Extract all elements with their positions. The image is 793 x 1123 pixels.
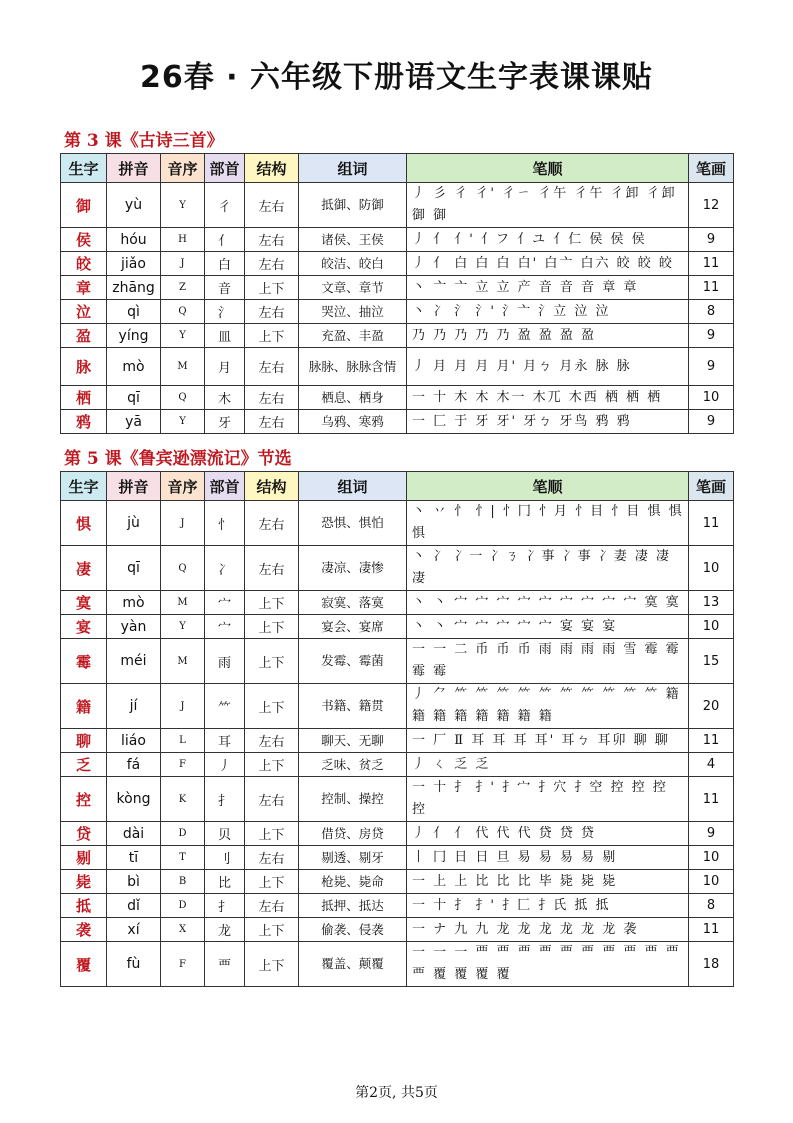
cell-radical: 彳 xyxy=(205,183,245,228)
cell-pinyin: yù xyxy=(107,183,161,228)
cell-radical: 宀 xyxy=(205,591,245,615)
cell-words: 发霉、霉菌 xyxy=(299,639,407,684)
cell-char: 籍 xyxy=(61,684,107,729)
cell-order: F xyxy=(161,753,205,777)
table-row xyxy=(61,894,734,918)
cell-radical: 比 xyxy=(205,870,245,894)
cell-count: 10 xyxy=(689,546,734,591)
cell-order: Q xyxy=(161,546,205,591)
cell-words: 抵押、抵达 xyxy=(299,894,407,918)
cell-words: 脉脉、脉脉含情 xyxy=(299,348,407,386)
cell-structure: 左右 xyxy=(245,729,299,753)
cell-char: 贷 xyxy=(61,822,107,846)
cell-radical: 丿 xyxy=(205,753,245,777)
cell-radical: 皿 xyxy=(205,324,245,348)
cell-pinyin: yàn xyxy=(107,615,161,639)
cell-count: 11 xyxy=(689,501,734,546)
cell-pinyin: fá xyxy=(107,753,161,777)
cell-pinyin: qì xyxy=(107,300,161,324)
table-row xyxy=(61,546,734,591)
cell-radical: 音 xyxy=(205,276,245,300)
cell-char: 凄 xyxy=(61,546,107,591)
cell-structure: 上下 xyxy=(245,918,299,942)
cell-pinyin: zhāng xyxy=(107,276,161,300)
cell-radical: 扌 xyxy=(205,894,245,918)
cell-char: 乏 xyxy=(61,753,107,777)
section-title-lesson5: 第 5 课《鲁宾逊漂流记》节选 xyxy=(64,449,292,469)
cell-words: 栖息、栖身 xyxy=(299,386,407,410)
cell-strokes: 丶 亠 亠 立 立 产 音 音 音 章 章 xyxy=(407,276,689,300)
cell-pinyin: qī xyxy=(107,546,161,591)
cell-order: M xyxy=(161,348,205,386)
cell-structure: 左右 xyxy=(245,252,299,276)
cell-char: 霉 xyxy=(61,639,107,684)
cell-words: 寂寞、落寞 xyxy=(299,591,407,615)
cell-count: 4 xyxy=(689,753,734,777)
header-structure: 结构 xyxy=(245,154,299,183)
cell-order: F xyxy=(161,942,205,987)
cell-count: 8 xyxy=(689,300,734,324)
cell-order: J xyxy=(161,501,205,546)
header-words: 组词 xyxy=(299,154,407,183)
cell-words: 皎洁、皎白 xyxy=(299,252,407,276)
header-radical: 部首 xyxy=(205,154,245,183)
cell-pinyin: mò xyxy=(107,348,161,386)
cell-char: 鸦 xyxy=(61,410,107,434)
cell-words: 控制、操控 xyxy=(299,777,407,822)
cell-strokes: 一 ナ 九 九 龙 龙 龙 龙 龙 龙 袭 xyxy=(407,918,689,942)
cell-count: 11 xyxy=(689,252,734,276)
cell-order: Q xyxy=(161,386,205,410)
cell-radical: 龙 xyxy=(205,918,245,942)
header-words: 组词 xyxy=(299,472,407,501)
cell-count: 18 xyxy=(689,942,734,987)
cell-pinyin: dài xyxy=(107,822,161,846)
cell-order: Y xyxy=(161,410,205,434)
table-header-row xyxy=(61,472,734,501)
cell-order: M xyxy=(161,591,205,615)
cell-char: 御 xyxy=(61,183,107,228)
cell-strokes: 丨 冂 日 日 旦 易 易 易 易 剔 xyxy=(407,846,689,870)
cell-pinyin: xí xyxy=(107,918,161,942)
character-table-lesson3 xyxy=(60,153,734,434)
cell-strokes: 丿 亻 亻 代 代 代 贷 贷 贷 xyxy=(407,822,689,846)
cell-order: J xyxy=(161,252,205,276)
cell-strokes: 一 厂 Ⅱ 耳 耳 耳 耳' 耳ㄅ 耳卯 聊 聊 xyxy=(407,729,689,753)
table-row xyxy=(61,615,734,639)
cell-pinyin: qī xyxy=(107,386,161,410)
cell-strokes: 丶 冫 冫一 冫ㄋ 冫事 冫事 冫妻 凄 凄 凄 xyxy=(407,546,689,591)
cell-structure: 上下 xyxy=(245,870,299,894)
cell-words: 乏味、贫乏 xyxy=(299,753,407,777)
cell-words: 诸侯、王侯 xyxy=(299,228,407,252)
cell-count: 11 xyxy=(689,918,734,942)
table-row xyxy=(61,348,734,386)
cell-strokes: 一 十 扌 扌' 扌匚 扌氏 抵 抵 xyxy=(407,894,689,918)
cell-strokes: 丶 冫 氵 氵' 氵亠 氵立 泣 泣 xyxy=(407,300,689,324)
table-row xyxy=(61,410,734,434)
header-count: 笔画 xyxy=(689,472,734,501)
cell-strokes: 丶 丷 忄 忄| 忄冂 忄月 忄目 忄目 惧 惧 惧 xyxy=(407,501,689,546)
header-count: 笔画 xyxy=(689,154,734,183)
cell-pinyin: jù xyxy=(107,501,161,546)
cell-order: T xyxy=(161,846,205,870)
cell-char: 脉 xyxy=(61,348,107,386)
cell-words: 书籍、籍贯 xyxy=(299,684,407,729)
cell-structure: 左右 xyxy=(245,777,299,822)
table-row xyxy=(61,386,734,410)
table-row xyxy=(61,942,734,987)
cell-words: 借贷、房贷 xyxy=(299,822,407,846)
cell-structure: 左右 xyxy=(245,183,299,228)
cell-radical: 白 xyxy=(205,252,245,276)
cell-radical: 氵 xyxy=(205,300,245,324)
table-row xyxy=(61,228,734,252)
cell-pinyin: kòng xyxy=(107,777,161,822)
header-strokes: 笔顺 xyxy=(407,472,689,501)
cell-radical: 耳 xyxy=(205,729,245,753)
cell-order: J xyxy=(161,684,205,729)
cell-order: D xyxy=(161,894,205,918)
cell-strokes: 乃 乃 乃 乃 乃 盈 盈 盈 盈 xyxy=(407,324,689,348)
cell-words: 凄凉、凄惨 xyxy=(299,546,407,591)
cell-radical: 雨 xyxy=(205,639,245,684)
cell-structure: 上下 xyxy=(245,324,299,348)
cell-structure: 左右 xyxy=(245,846,299,870)
cell-structure: 上下 xyxy=(245,942,299,987)
cell-count: 9 xyxy=(689,822,734,846)
cell-count: 11 xyxy=(689,777,734,822)
table-row xyxy=(61,300,734,324)
table-row xyxy=(61,918,734,942)
header-order: 音序 xyxy=(161,472,205,501)
cell-structure: 上下 xyxy=(245,684,299,729)
header-pinyin: 拼音 xyxy=(107,154,161,183)
cell-words: 充盈、丰盈 xyxy=(299,324,407,348)
cell-words: 枪毙、毙命 xyxy=(299,870,407,894)
cell-radical: 覀 xyxy=(205,942,245,987)
cell-pinyin: yíng xyxy=(107,324,161,348)
cell-pinyin: jiǎo xyxy=(107,252,161,276)
cell-radical: 刂 xyxy=(205,846,245,870)
cell-count: 9 xyxy=(689,324,734,348)
cell-count: 9 xyxy=(689,348,734,386)
cell-char: 章 xyxy=(61,276,107,300)
cell-words: 恐惧、惧怕 xyxy=(299,501,407,546)
table-row xyxy=(61,777,734,822)
table-row xyxy=(61,753,734,777)
table-row xyxy=(61,870,734,894)
cell-pinyin: yā xyxy=(107,410,161,434)
cell-strokes: 丿 亻 亻' 亻フ 亻ユ 亻仁 侯 侯 侯 xyxy=(407,228,689,252)
table-row xyxy=(61,501,734,546)
cell-count: 20 xyxy=(689,684,734,729)
table-row xyxy=(61,639,734,684)
cell-order: Y xyxy=(161,324,205,348)
header-order: 音序 xyxy=(161,154,205,183)
cell-count: 10 xyxy=(689,846,734,870)
cell-order: Q xyxy=(161,300,205,324)
cell-count: 9 xyxy=(689,410,734,434)
cell-radical: 牙 xyxy=(205,410,245,434)
cell-structure: 左右 xyxy=(245,300,299,324)
cell-order: D xyxy=(161,822,205,846)
cell-strokes: 一 十 木 木 木一 木兀 木西 栖 栖 栖 xyxy=(407,386,689,410)
table-row xyxy=(61,591,734,615)
cell-strokes: 一 上 上 比 比 比 毕 毙 毙 毙 xyxy=(407,870,689,894)
cell-char: 皎 xyxy=(61,252,107,276)
cell-strokes: 丿 月 月 月 月' 月ㄅ 月永 脉 脉 xyxy=(407,348,689,386)
cell-char: 袭 xyxy=(61,918,107,942)
cell-words: 偷袭、侵袭 xyxy=(299,918,407,942)
cell-strokes: 丿 ⺈ ⺮ ⺮ ⺮ ⺮ ⺮ ⺮ ⺮ ⺮ ⺮ ⺮ 籍 籍 籍 籍 籍 籍 籍 籍 xyxy=(407,684,689,729)
table-row xyxy=(61,846,734,870)
cell-radical: ⺮ xyxy=(205,684,245,729)
cell-structure: 左右 xyxy=(245,894,299,918)
cell-order: M xyxy=(161,639,205,684)
cell-structure: 左右 xyxy=(245,546,299,591)
cell-strokes: 丿 亻 白 白 白 白' 白亠 白六 皎 皎 皎 xyxy=(407,252,689,276)
cell-char: 栖 xyxy=(61,386,107,410)
cell-char: 毙 xyxy=(61,870,107,894)
cell-radical: 贝 xyxy=(205,822,245,846)
cell-strokes: 一 匚 于 牙 牙' 牙ㄅ 牙鸟 鸦 鸦 xyxy=(407,410,689,434)
cell-pinyin: liáo xyxy=(107,729,161,753)
cell-structure: 上下 xyxy=(245,753,299,777)
cell-count: 11 xyxy=(689,276,734,300)
cell-structure: 左右 xyxy=(245,386,299,410)
table-header-row xyxy=(61,154,734,183)
table-row xyxy=(61,684,734,729)
header-char: 生字 xyxy=(61,154,107,183)
cell-structure: 上下 xyxy=(245,276,299,300)
cell-char: 寞 xyxy=(61,591,107,615)
cell-order: K xyxy=(161,777,205,822)
cell-structure: 上下 xyxy=(245,615,299,639)
cell-count: 9 xyxy=(689,228,734,252)
cell-char: 控 xyxy=(61,777,107,822)
section-title-lesson3: 第 3 课《古诗三首》 xyxy=(64,131,224,151)
cell-radical: 亻 xyxy=(205,228,245,252)
cell-order: X xyxy=(161,918,205,942)
header-radical: 部首 xyxy=(205,472,245,501)
cell-radical: 木 xyxy=(205,386,245,410)
header-char: 生字 xyxy=(61,472,107,501)
cell-strokes: 一 一 二 币 币 币 雨 雨 雨 雨 雪 霉 霉 霉 霉 xyxy=(407,639,689,684)
cell-structure: 左右 xyxy=(245,348,299,386)
cell-structure: 左右 xyxy=(245,410,299,434)
cell-count: 8 xyxy=(689,894,734,918)
cell-pinyin: tī xyxy=(107,846,161,870)
page-footer: 第2页, 共5页 xyxy=(355,1085,438,1101)
cell-order: L xyxy=(161,729,205,753)
cell-order: Z xyxy=(161,276,205,300)
header-pinyin: 拼音 xyxy=(107,472,161,501)
cell-pinyin: méi xyxy=(107,639,161,684)
cell-words: 乌鸦、寒鸦 xyxy=(299,410,407,434)
cell-count: 15 xyxy=(689,639,734,684)
cell-char: 剔 xyxy=(61,846,107,870)
cell-words: 聊天、无聊 xyxy=(299,729,407,753)
cell-structure: 左右 xyxy=(245,228,299,252)
cell-count: 10 xyxy=(689,386,734,410)
table-row xyxy=(61,822,734,846)
cell-pinyin: mò xyxy=(107,591,161,615)
cell-order: Y xyxy=(161,183,205,228)
cell-char: 覆 xyxy=(61,942,107,987)
cell-strokes: 丿 彡 彳 彳' 彳ㄧ 彳午 彳午 彳卸 彳卸 御 御 xyxy=(407,183,689,228)
cell-words: 剔透、剔牙 xyxy=(299,846,407,870)
cell-strokes: 一 十 扌 扌' 扌宀 扌穴 扌空 控 控 控 控 xyxy=(407,777,689,822)
cell-order: B xyxy=(161,870,205,894)
cell-pinyin: fù xyxy=(107,942,161,987)
cell-char: 聊 xyxy=(61,729,107,753)
table-row xyxy=(61,183,734,228)
cell-pinyin: dǐ xyxy=(107,894,161,918)
cell-char: 宴 xyxy=(61,615,107,639)
table-row xyxy=(61,324,734,348)
cell-radical: 月 xyxy=(205,348,245,386)
character-table-lesson5 xyxy=(60,471,734,987)
cell-pinyin: jí xyxy=(107,684,161,729)
cell-structure: 上下 xyxy=(245,639,299,684)
cell-strokes: 丶 丶 宀 宀 宀 宀 宀 宴 宴 宴 xyxy=(407,615,689,639)
cell-structure: 上下 xyxy=(245,591,299,615)
cell-radical: 冫 xyxy=(205,546,245,591)
cell-char: 抵 xyxy=(61,894,107,918)
cell-words: 覆盖、颠覆 xyxy=(299,942,407,987)
cell-structure: 左右 xyxy=(245,501,299,546)
header-structure: 结构 xyxy=(245,472,299,501)
cell-char: 惧 xyxy=(61,501,107,546)
table-row xyxy=(61,252,734,276)
cell-pinyin: bì xyxy=(107,870,161,894)
cell-words: 宴会、宴席 xyxy=(299,615,407,639)
cell-char: 泣 xyxy=(61,300,107,324)
cell-count: 11 xyxy=(689,729,734,753)
cell-words: 文章、章节 xyxy=(299,276,407,300)
cell-radical: 宀 xyxy=(205,615,245,639)
cell-radical: 扌 xyxy=(205,777,245,822)
cell-strokes: 丿 ㄑ 乏 乏 xyxy=(407,753,689,777)
cell-count: 10 xyxy=(689,615,734,639)
page-title: 26春 · 六年级下册语文生字表课课贴 xyxy=(139,60,654,95)
cell-order: H xyxy=(161,228,205,252)
cell-count: 10 xyxy=(689,870,734,894)
cell-order: Y xyxy=(161,615,205,639)
cell-strokes: 一 一 一 覀 覀 覀 覀 覀 覀 覀 覀 覀 覀 覀 覆 覆 覆 覆 xyxy=(407,942,689,987)
cell-char: 侯 xyxy=(61,228,107,252)
cell-words: 哭泣、抽泣 xyxy=(299,300,407,324)
cell-radical: 忄 xyxy=(205,501,245,546)
cell-words: 抵御、防御 xyxy=(299,183,407,228)
table-row xyxy=(61,276,734,300)
cell-count: 13 xyxy=(689,591,734,615)
cell-char: 盈 xyxy=(61,324,107,348)
cell-pinyin: hóu xyxy=(107,228,161,252)
header-strokes: 笔顺 xyxy=(407,154,689,183)
cell-strokes: 丶 丶 宀 宀 宀 宀 宀 宀 宀 宀 宀 寞 寞 xyxy=(407,591,689,615)
cell-structure: 上下 xyxy=(245,822,299,846)
table-row xyxy=(61,729,734,753)
cell-count: 12 xyxy=(689,183,734,228)
